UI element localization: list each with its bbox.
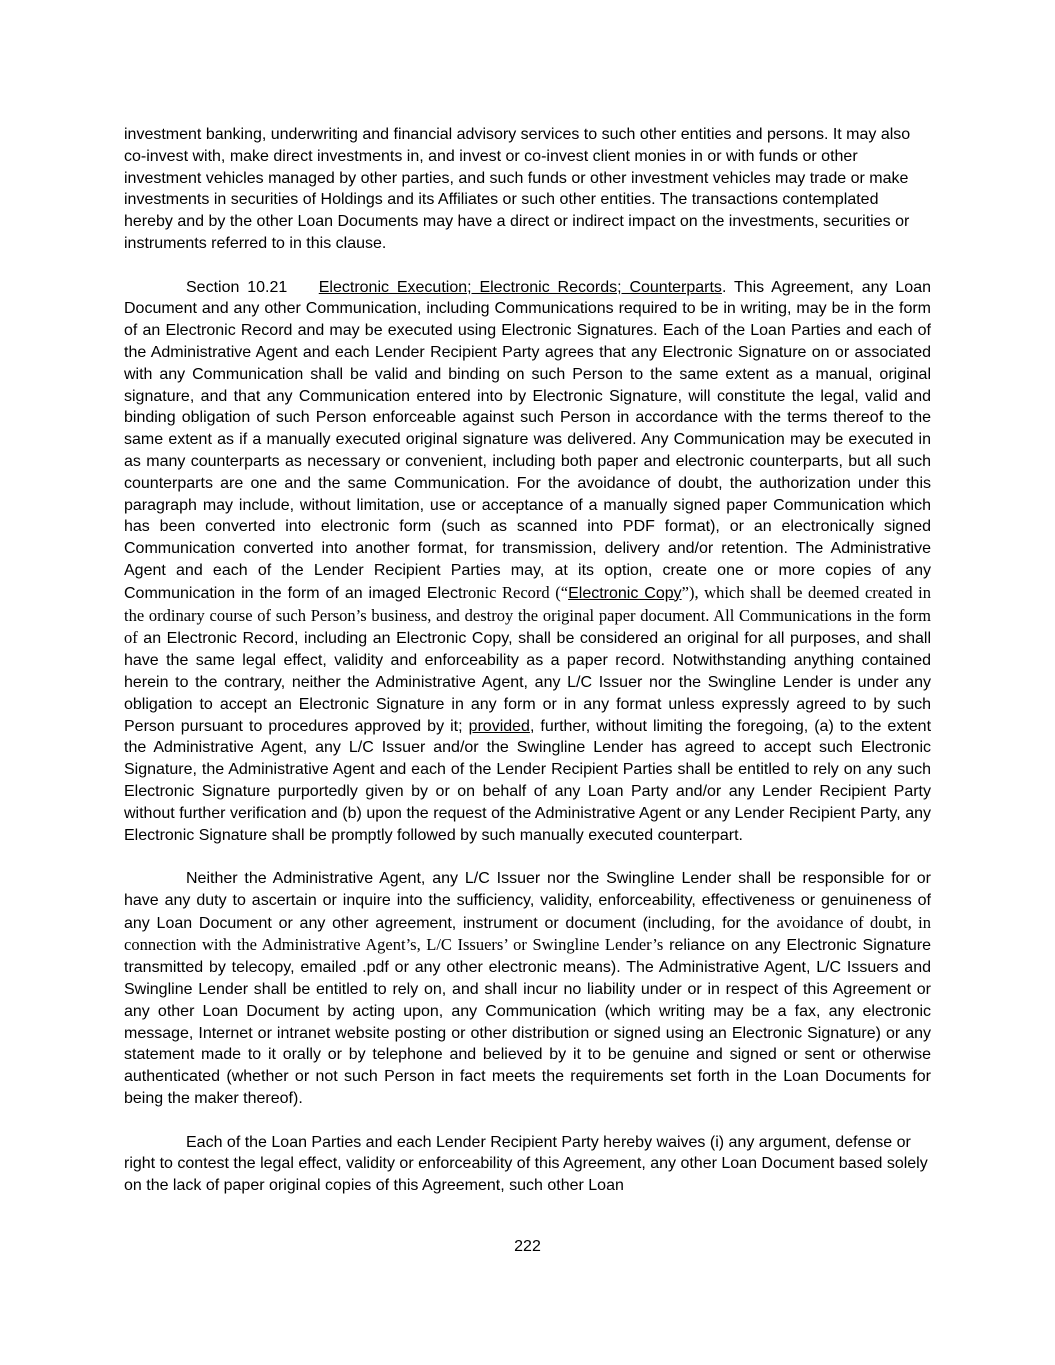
section-10-21-paragraph [124, 277, 931, 847]
electronic-copy-term: Electronic Copy [568, 584, 682, 602]
page-number: 222 [514, 1238, 541, 1255]
p3-text-a: Neither the Administrative Agent, any L/C Issuer nor the Swingline Lender shall be responsible for or have any duty to ascertain or inquire into the sufficiency, validity, enforceability, effectiveness or genuineness of any Loan Document or any other agreement, instrument or document (including, for the [124, 870, 931, 932]
p3-text-b: avoidance of doubt, in connection with the Administrative Agent’s, L/C Issuers’ or Swingline Lender’s [124, 912, 932, 955]
section-text-e: , further, without limiting the foregoing, (a) to the extent the Administrative Agent, any L/C Issuer and/or the Swingline Lender has agreed to accept such Electronic Signature, the Administrative Agent and each of the Lender Recipient Parties shall be entitled to rely on any such Electronic Signature purportedly given by or on behalf of any Loan Party and/or any Lender Recipient Party without further verification and (b) upon the request of the Administrative Agent or any Lender Recipient Party, any Electronic Signature shall be promptly followed by such manually executed counterpart. [124, 717, 932, 844]
paragraph-waiver: Each of the Loan Parties and each Lender Recipient Party hereby waives (i) any argument, defense or right to contest the legal effect, validity or enforceability of this Agreement, any other Loan Document based solely on the lack of paper original copies of this Agreement, such other Loan [124, 1133, 928, 1195]
paragraph-investment-banking: investment banking, underwriting and financial advisory services to such other entities and persons. It may also co-invest with, make direct investments in, and invest or co-invest client monies in or with funds or other investment vehicles managed by other parties, and such funds or other investment vehicles may trade or make investments in securities of Holdings and its Affiliates or such other entities. The transactions contemplated hereby and by the other Loan Documents may have a direct or indirect impact on the investments, securities or instruments referred to in this clause. [124, 126, 911, 252]
document-page [124, 124, 931, 1219]
p3-text-c: reliance on any Electronic Signature transmitted by telecopy, emailed .pdf or any other electronic means). The Administrative Agent, L/C Issuers and Swingline Lender shall be entitled to rely on, and shall incur no liability under or in respect of this Agreement or any other Loan Document by acting upon, any Communication (which writing may be a fax, any electronic message, Internet or intranet website posting or other distribution or signed using an Electronic Signature) or any statement made to it orally or by telephone and believed by it to be genuine and signed or sent or otherwise authenticated (whether or not such Person in fact meets the requirements set forth in the Loan Documents for being the maker thereof). [124, 937, 932, 1108]
section-text-d: an Electronic Record, including an Electronic Copy, shall be considered an original for all purposes, and shall have the same legal effect, validity and enforceability as a paper record. Notwithstanding anything contained herein to the contrary, neither the Administrative Agent, any L/C Issuer nor the Swingline Lender is under any obligation to accept an Electronic Signature in any form or in any format unless expressly agreed to by such Person pursuant to procedures approved by it; [124, 630, 931, 735]
section-number: Section 10.21 [186, 278, 288, 296]
paragraph-neither-agent [124, 868, 931, 1110]
section-text-c: ”), which shall be deemed created in the ordinary course of such Person’s business, and destroy the original paper document. All Communications in the form of [124, 582, 932, 648]
section-heading: Electronic Execution; Electronic Records; Counterparts [318, 278, 722, 296]
provided-term: provided [468, 717, 530, 735]
section-text-b: ronic Record (“ [462, 582, 569, 602]
section-text-a: . This Agreement, any Loan Document and any other Communication, including Communications required to be in writing, may be in the form of an Electronic Record and may be executed using Electronic Signatures. Each of the Loan Parties and each of the Administrative Agent and each Lender Recipient Party agrees that any Electronic Signature on or associated with any Communication shall be valid and binding on such Person to the same extent as a manual, original signature, and that any Communication entered into by Electronic Signature, will constitute the legal, valid and binding obligation of such Person enforceable against such Person in accordance with the terms thereof to the same extent as if a manually executed original signature was delivered. Any Communication may be executed in as many counterparts as necessary or convenient, including both paper and electronic counterparts, but all such counterparts are one and the same Communication. For the avoidance of doubt, the authorization under this paragraph may include, without limitation, use or acceptance of a manually signed paper Communication which has been converted into electronic form (such as scanned into PDF format), or an electronically signed Communication converted into another format, for transmission, delivery and/or retention. The Administrative Agent and each of the Lender Recipient Parties may, at its option, create one or more copies of any Communication in the form of an imaged Elect [124, 278, 931, 602]
